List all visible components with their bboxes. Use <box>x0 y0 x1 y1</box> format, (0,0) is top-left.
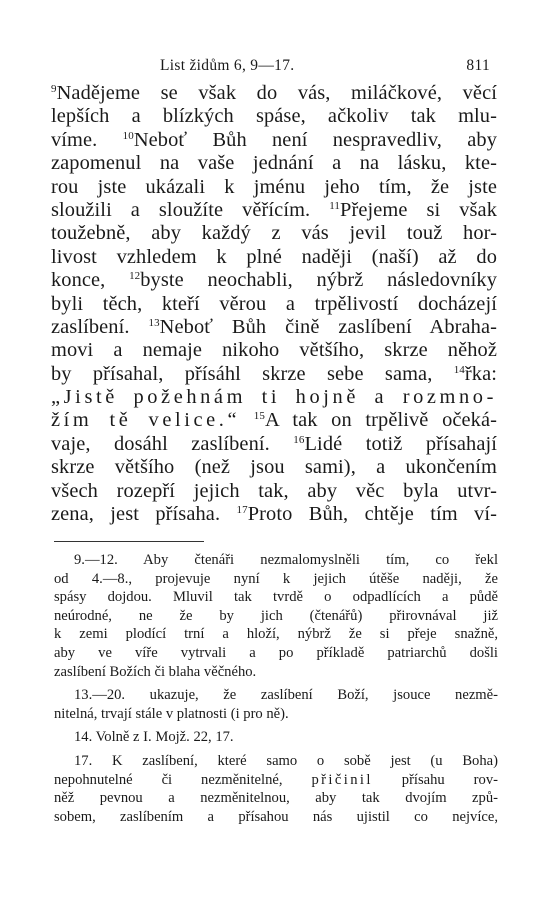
verse-number: 10 <box>122 129 134 142</box>
footnote-line: 9.—12. Aby čtenáři nezmalomyslněli tím, co řekl <box>74 552 498 568</box>
verse-number: 9 <box>51 83 57 95</box>
footnote <box>54 686 498 723</box>
verse-number: 12 <box>129 270 141 283</box>
text-line: toužebně, aby každý z vás jevil touž hor- <box>51 222 497 245</box>
footnote-line: aby ve víře vytrvali a po příkladě patriarchů došli <box>54 644 498 661</box>
footnote-line: nepohnutelné či nezměnitelné, přičinil přísahu rov- <box>54 771 498 788</box>
footnote-line: 17. K zaslíbení, které samo o sobě jest (u Boha) <box>74 752 498 769</box>
footnote-line: 13.—20. ukazuje, že zaslíbení Boží, jsouce nezmě- <box>74 687 498 704</box>
text-line: zena, jest přísaha. $^{17}$Proto Bůh, chtěje tím ví- <box>51 503 497 526</box>
footnote-line: neúrodné, ne že by jich (čtenářů) přirovnával již <box>54 607 498 624</box>
footnote-line: zaslíbení Božích či blaha věčného. <box>54 663 257 680</box>
footnotes <box>54 551 498 826</box>
text-line: by přísahal, přísáhl skrze sebe sama, $^{14}$řka: <box>51 362 497 385</box>
footnote-line: spásy dojdou. Mluvil tak tvrdě o odpadlících a půdě <box>54 589 498 606</box>
text-line: rou jste ukázali k jménu jeho tím, že jste <box>51 175 497 198</box>
footnote-line: od 4.—8., projevuje nyní k jejich útěše naději, že <box>54 570 498 587</box>
footnote <box>54 752 498 826</box>
footnote-line: 14. Volně z I. Mojž. 22, 17. <box>74 729 234 746</box>
text-line: $^9$Nadějeme se však do vás, miláčkové, věcí <box>51 82 497 104</box>
page-number: 811 <box>466 57 490 74</box>
verse-number: 13 <box>148 316 160 329</box>
text-line: žím tě velice.“ $^{15}$A tak on trpělivě očeká- <box>51 409 497 432</box>
text-line: lepších a blízkých spáse, ačkoliv tak mlu- <box>51 105 497 128</box>
footnote-line: sobem, zaslíbením a přísahou nás ujistil co nejvíce, <box>54 808 498 825</box>
text-line: zaslíbení. $^{13}$Neboť Bůh čině zaslíbení Abraha- <box>51 315 497 338</box>
verse-number: 14 <box>453 363 465 376</box>
footnote-line: nitelná, trvají stále v platnosti (i pro ně). <box>54 705 289 722</box>
verse-number: 16 <box>293 433 305 446</box>
verse-number: 11 <box>329 199 340 212</box>
footnote-line: něž pevnou a nezměnitelnou, aby tak dvojím způ- <box>54 790 498 807</box>
text-line: skrze většího (než jsou sami), a ukončením <box>51 456 497 479</box>
footnote <box>54 551 498 681</box>
text-line: byli těch, kteří věrou a trpělivostí docházejí <box>51 292 497 315</box>
text-line: livost vzhledem k plné naději (naší) až do <box>51 245 497 268</box>
verse-number: 15 <box>253 410 265 423</box>
footnote-divider <box>54 541 204 542</box>
verse-number: 17 <box>236 504 248 517</box>
footnote-line: k zemi plodící trní a hloží, nýbrž že si přeje snažně, <box>54 626 498 643</box>
text-line: víme. $^{10}$Neboť Bůh není nespravedliv, aby <box>51 128 497 151</box>
text-line: zapomenul na vaše jednání a na lásku, kte- <box>51 152 497 175</box>
text-line-quote: „Jistě požehnám ti hojně a rozmno- <box>51 386 497 409</box>
running-title: List židům 6, 9—17. <box>160 57 295 74</box>
main-text <box>51 82 497 526</box>
text-line: konce, $^{12}$byste neochabli, nýbrž následovníky <box>51 269 497 292</box>
text-line: všech rozepří jejich tak, aby věc byla utvr- <box>51 479 497 502</box>
footnote <box>54 728 498 747</box>
text-line: sloužili a sloužíte věřícím. $^{11}$Přejeme si však <box>51 198 497 221</box>
text-line: vaje, dosáhl zaslíbení. $^{16}$Lidé totiž přísahají <box>51 432 497 455</box>
text-line: movi a nemaje nikoho většího, skrze něhož <box>51 339 497 362</box>
